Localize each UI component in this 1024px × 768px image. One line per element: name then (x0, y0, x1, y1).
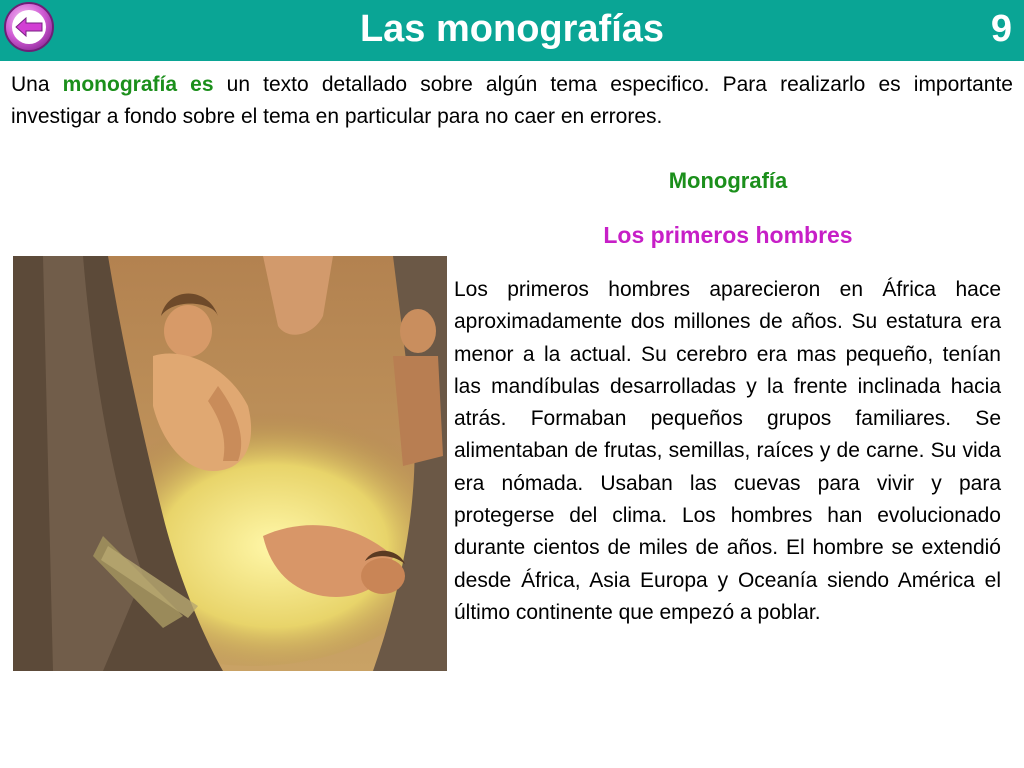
intro-keyword: monografía es (62, 73, 214, 96)
intro-suffix: un texto detallado sobre algún tema especifico. Para realizarlo es importante investigar a fondo sobre el tema en particular para no caer en errores. (11, 73, 1013, 128)
page-number: 9 (990, 8, 1012, 50)
section-label: Monografía (668, 168, 788, 193)
intro-prefix: Una (11, 73, 63, 96)
example-title: Los primeros hombres (603, 222, 853, 248)
early-humans-illustration (13, 256, 447, 671)
slide-header (0, 0, 1024, 61)
intro-paragraph (11, 69, 1013, 133)
example-body: Los primeros hombres aparecieron en África hace aproximadamente dos millones de años. Su estatura era menor a la actual. Su cerebro era mas pequeño, tenían las mandíbulas desarrolladas y la frente inclinada hacia atrás. Formaban pequeños grupos familiares. Se alimentaban de frutas, semillas, raíces y de carne. Su vida era nómada. Usaban las cuevas para vivir y para protegerse del clima. Los hombres han evolucionado durante cientos de miles de años. El hombre se extendió desde África, Asia Europa y Oceanía siendo América el último continente que empezó a poblar. (454, 278, 1001, 624)
slide-title: Las monografías (359, 8, 665, 50)
